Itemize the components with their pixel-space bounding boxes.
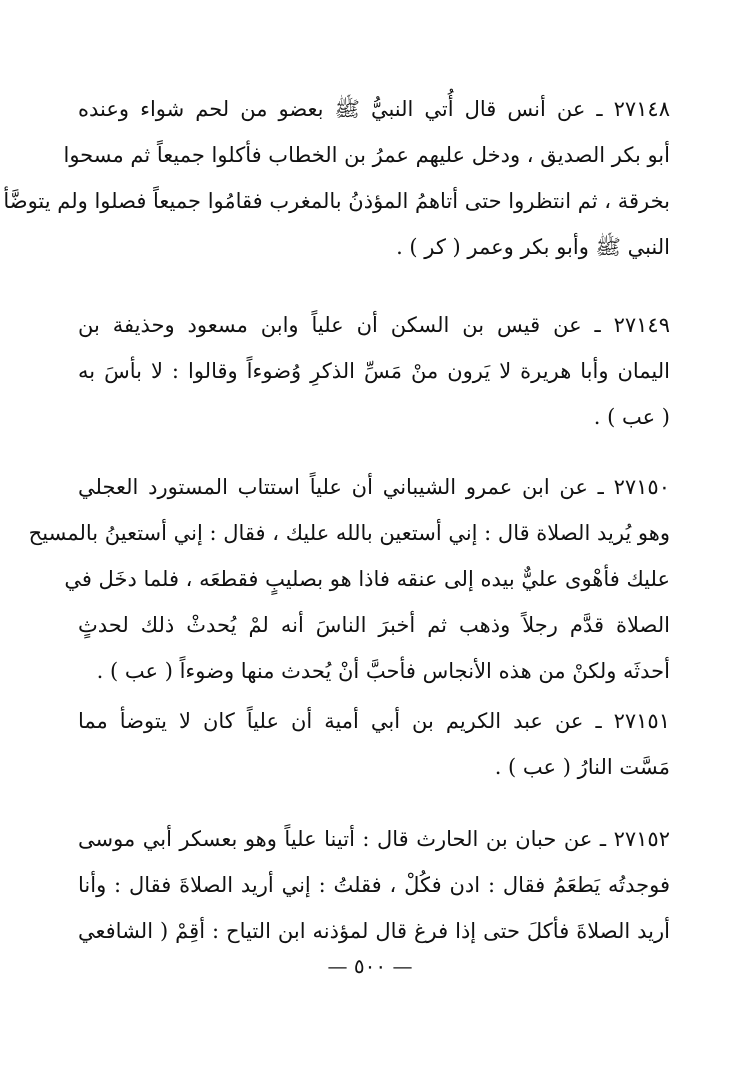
text-line: أحدثَه ولكنْ من هذه الأنجاس فأحبَّ أنْ يُحدث منها وضوءاً ( عب ) . [96,659,670,683]
text-line: أريد الصلاةَ فأكلَ حتى إذا فرغ قال لمؤذنه ابن التياح : أقِمْ ( الشافعي [78,919,670,943]
text-line: ٢٧١٥٠ ـ عن ابن عمرو الشيباني أن علياً استتاب المستورد العجلي [78,475,670,499]
text-line: النبي ﷺ وأبو بكر وعمر ( كر ) . [396,235,670,259]
page-number: — ٥٠٠ — [327,954,413,978]
text-line: اليمان وأبا هريرة لا يَرون منْ مَسِّ الذكرِ وُضوءاً وقالوا : لا بأسَ به [78,359,670,383]
text-line: وهو يُريد الصلاة قال : إني أستعين بالله عليك ، فقال : إني أستعينُ بالمسيح [28,521,670,545]
text-line: الصلاة قدَّم رجلاً وذهب ثم أخبرَ الناسَ أنه لمْ يُحدثْ ذلك لحدثٍ [78,613,670,637]
text-body [3,86,670,954]
text-line: مَسَّت النارُ ( عب ) . [494,755,670,779]
hadith-27148 [3,86,670,270]
text-line: ٢٧١٥١ ـ عن عبد الكريم بن أبي أمية أن علياً كان لا يتوضأ مما [78,709,670,733]
paragraph-spacer [78,790,670,816]
text-line: ( عب ) . [593,405,670,429]
hadith-27150 [28,464,670,694]
text-line: بخرقة ، ثم انتظروا حتى أتاهمُ المؤذنُ بالمغرب فقامُوا جميعاً فصلوا ولم يتوضَّأ [3,189,670,213]
paragraph-spacer [78,440,670,464]
paragraph-spacer [78,270,670,302]
hadith-27149 [78,302,670,440]
text-line: ٢٧١٤٨ ـ عن أنس قال أُتي النبيُّ ﷺ بعضو من لحم شواء وعنده [78,97,670,121]
hadith-27151 [78,698,670,790]
hadith-27152 [78,816,670,954]
text-line: أبو بكر الصديق ، ودخل عليهم عمرُ بن الخطاب فأكلوا جميعاً ثم مسحوا [63,143,670,167]
text-line: عليك فأهْوى عليٌّ بيده إلى عنقه فاذا هو بصليبٍ فقطعَه ، فلما دخَل في [64,567,670,591]
text-line: ٢٧١٤٩ ـ عن قيس بن السكن أن علياً وابن مسعود وحذيفة بن [78,313,670,337]
text-line: فوجدتُه يَطعَمُ فقال : ادن فكُلْ ، فقلتُ : إني أريد الصلاةَ فقال : وأنا [78,873,670,897]
text-line: ٢٧١٥٢ ـ عن حبان بن الحارث قال : أتينا علياً وهو بعسكر أبي موسى [78,827,670,851]
